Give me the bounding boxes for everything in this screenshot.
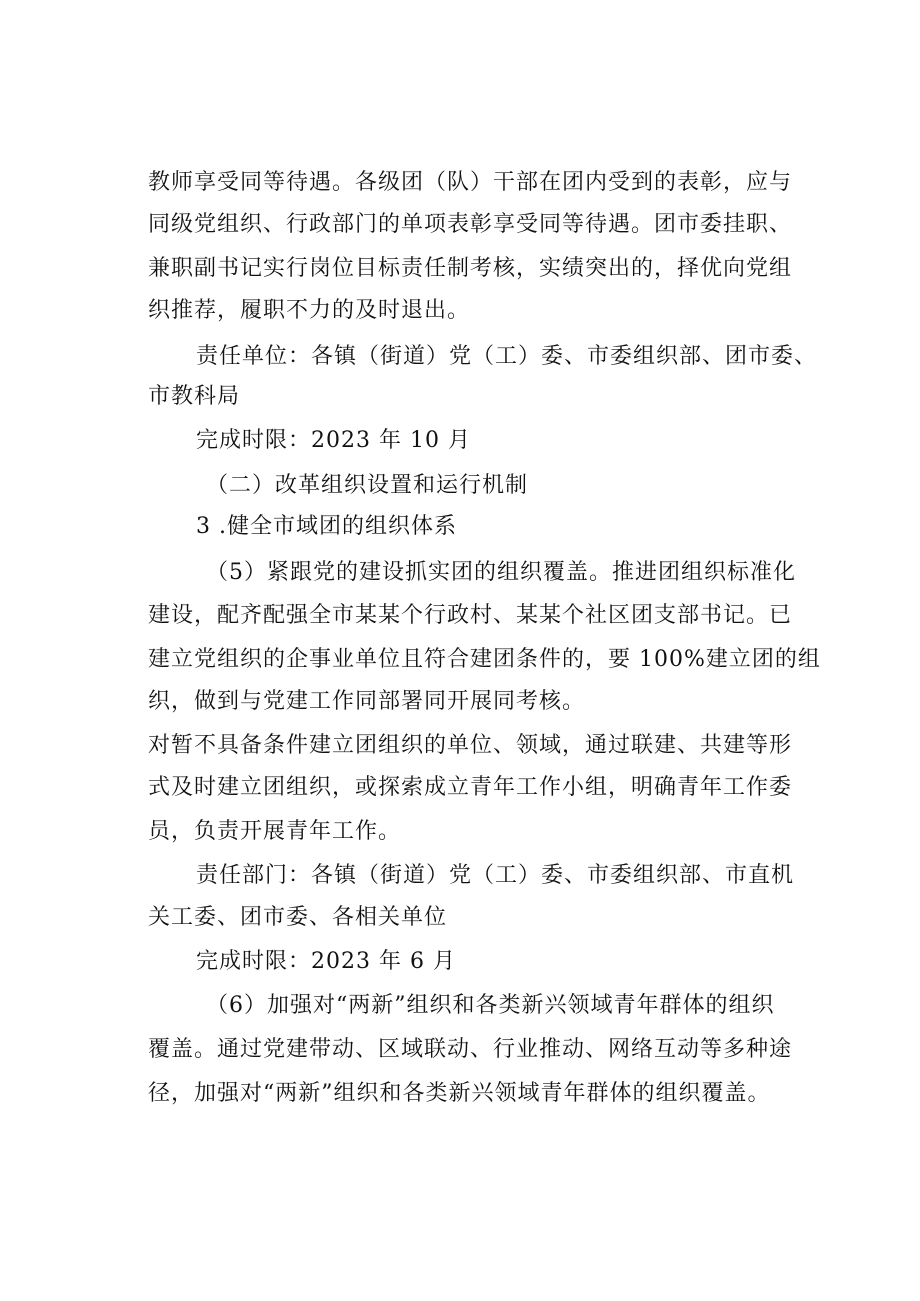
paragraph-line: 对暂不具备条件建立团组织的单位、领域，通过联建、共建等形 xyxy=(148,733,793,758)
paragraph-line: 覆盖。通过党建带动、区域联动、行业推动、网络互动等多种途 xyxy=(148,1037,793,1062)
paragraph-line: 员，负责开展青年工作。 xyxy=(148,819,402,844)
responsibility-line: 关工委、团市委、各相关单位 xyxy=(148,905,448,930)
paragraph-line: 式及时建立团组织，或探索成立青年工作小组，明确青年工作委 xyxy=(148,775,793,800)
section-heading-line: （二）改革组织设置和运行机制 xyxy=(206,473,529,498)
paragraph-line: 建设，配齐配强全市某某个行政村、某某个社区团支部书记。已 xyxy=(148,603,793,628)
paragraph-line: 同级党组织、行政部门的单项表彰享受同等待遇。团市委挂职、 xyxy=(148,212,793,237)
paragraph-line: 径，加强对“两新”组织和各类新兴领域青年群体的组织覆盖。 xyxy=(148,1081,771,1106)
paragraph-line: 织，做到与党建工作同部署同开展同考核。 xyxy=(148,689,586,714)
paragraph-line: （5）紧跟党的建设抓实团的组织覆盖。推进团组织标准化 xyxy=(206,560,796,585)
responsibility-line: 市教科局 xyxy=(148,384,241,409)
subsection-heading-line: 3 .健全市域团的组织体系 xyxy=(196,514,457,539)
paragraph-line: 织推荐，履职不力的及时退出。 xyxy=(148,298,471,323)
deadline-line: 完成时限：2023 年 10 月 xyxy=(196,428,471,453)
responsibility-line: 责任部门：各镇（街道）党（工）委、市委组织部、市直机 xyxy=(196,863,795,888)
paragraph-line: 兼职副书记实行岗位目标责任制考核，实绩突出的，择优向党组 xyxy=(148,256,793,281)
paragraph-line: （6）加强对“两新”组织和各类新兴领域青年群体的组织 xyxy=(206,993,775,1018)
paragraph-line: 教师享受同等待遇。各级团（队）干部在团内受到的表彰，应与 xyxy=(148,170,793,195)
deadline-line: 完成时限：2023 年 6 月 xyxy=(196,949,456,974)
responsibility-line: 责任单位：各镇（街道）党（工）委、市委组织部、团市委、 xyxy=(196,344,818,369)
paragraph-line: 建立党组织的企事业单位且符合建团条件的，要 100%建立团的组 xyxy=(148,647,821,672)
